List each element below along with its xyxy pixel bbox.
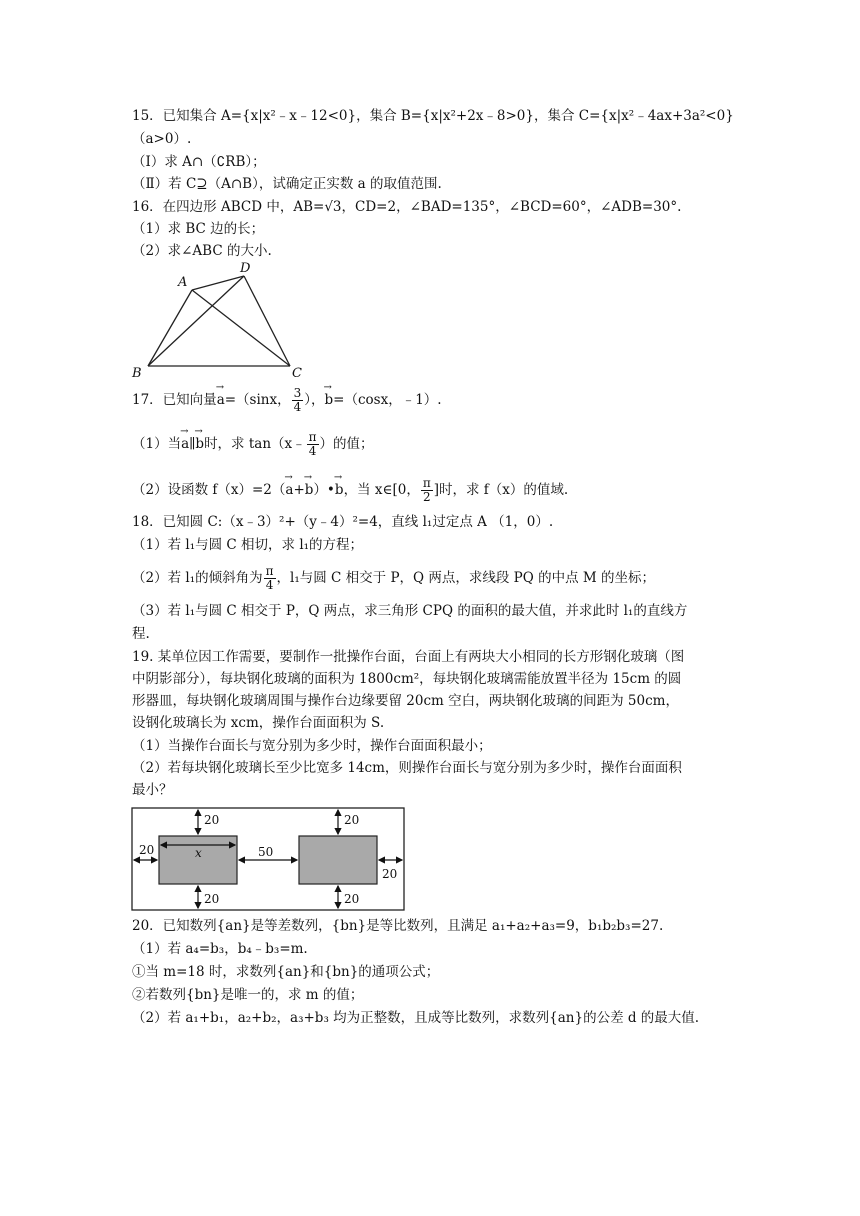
- label-right: 20: [382, 867, 398, 881]
- q17-2-text-c: ，当 x∈[0，: [343, 482, 420, 498]
- q17-1-text-a: （1）当: [132, 436, 182, 452]
- fraction-denominator: 4: [265, 578, 274, 592]
- label-top-2: 20: [344, 813, 360, 827]
- label-left: 20: [139, 843, 155, 857]
- edge-dc: [244, 276, 290, 366]
- q17-line-1: [132, 387, 442, 414]
- q17-2-text-d: ]时，求 f（x）的值域.: [433, 482, 569, 498]
- label-bottom-2: 20: [344, 892, 360, 906]
- parallel-symbol: ∥: [189, 436, 196, 452]
- fraction-pi-2: [421, 477, 433, 504]
- q17-text-b: =（sinx，: [224, 392, 291, 408]
- label-a: A: [178, 275, 188, 290]
- vector-b: → b: [325, 387, 334, 411]
- vector-b: → b: [335, 477, 344, 501]
- q18-part-2: [132, 565, 655, 592]
- q17-text-c: ），: [304, 392, 325, 408]
- fraction-numerator: π: [265, 564, 274, 578]
- q16-text-b: ，CD=2，∠BAD=135°，∠BCD=60°，∠ADB=30°.: [341, 199, 682, 215]
- q18-2-text-b: ，l₁与圆 C 相交于 P，Q 两点，求线段 PQ 的中点 M 的坐标；: [276, 570, 656, 586]
- q17-text-a: 17．已知向量: [132, 392, 217, 408]
- q20-part-1-sub-1: ①当 m=18 时，求数列{an}和{bn}的通项公式；: [132, 964, 440, 980]
- workbench-figure: [131, 807, 405, 911]
- fraction-denominator: 4: [308, 444, 317, 458]
- label-bottom-1: 20: [204, 892, 220, 906]
- glass-panel-left: [159, 836, 237, 884]
- glass-panel-right: [299, 836, 377, 884]
- label-b: B: [132, 366, 142, 378]
- edge-ab: [148, 290, 192, 366]
- vector-a: → a: [217, 387, 225, 411]
- q18-part-1: （1）若 l₁与圆 C 相切，求 l₁的方程；: [132, 537, 364, 553]
- label-x: x: [195, 846, 202, 860]
- q17-part-2: [132, 477, 568, 504]
- q20-part-1-sub-2: ②若数列{bn}是唯一的，求 m 的值；: [132, 987, 364, 1003]
- q16-line-1: [132, 196, 681, 218]
- fraction-pi-4: [307, 431, 319, 458]
- q19-part-2-cont: 最小？: [132, 782, 173, 798]
- sqrt-3: √3: [324, 199, 342, 215]
- q19-line-2: 中阴影部分），每块钢化玻璃的面积为 1800cm²，每块钢化玻璃需能放置半径为 15cm 的圆: [132, 671, 682, 687]
- q15-line-1: 15．已知集合 A={x|x²﹣x﹣12<0}，集合 B={x|x²+2x﹣8>0}，集合 C={x|x²﹣4ax+3a²<0}: [132, 108, 734, 124]
- fraction-numerator: π: [422, 476, 431, 490]
- q19-line-4: 设钢化玻璃长为 xcm，操作台面面积为 S.: [132, 715, 385, 731]
- fraction-3-4: [292, 387, 304, 414]
- vector-b: → b: [195, 431, 204, 455]
- q19-line-3: 形器皿，每块钢化玻璃周围与操作台边缘要留 20cm 空白，两块钢化玻璃的间距为 50cm，: [132, 693, 679, 709]
- q15-line-2: （a>0）.: [132, 131, 192, 147]
- q17-text-d: =（cosx，﹣1）.: [333, 392, 442, 408]
- q18-part-3-cont: 程.: [132, 626, 150, 642]
- plus-symbol: +: [293, 482, 305, 498]
- fraction-pi-4: [264, 565, 276, 592]
- fraction-denominator: 4: [293, 400, 302, 414]
- q16-part-1: （1）求 BC 边的长；: [132, 221, 265, 237]
- q20-part-1: （1）若 a₄=b₃，b₄﹣b₃=m.: [132, 941, 308, 957]
- fraction-denominator: 2: [422, 490, 431, 504]
- vector-b: → b: [305, 477, 314, 501]
- fraction-numerator: π: [308, 430, 317, 444]
- q20-part-2: （2）若 a₁+b₁，a₂+b₂，a₃+b₃ 均为正整数，且成等比数列，求数列{an}的公差 d 的最大值.: [132, 1010, 700, 1026]
- q16-part-2: （2）求∠ABC 的大小.: [132, 243, 272, 259]
- q17-part-1: [132, 431, 374, 458]
- q19-part-2: （2）若每块钢化玻璃长至少比宽多 14cm，则操作台面长与宽分别为多少时，操作台面面积: [132, 760, 682, 776]
- q19-line-1: 19. 某单位因工作需要，要制作一批操作台面，台面上有两块大小相同的长方形钢化玻璃（图: [132, 649, 685, 665]
- fraction-numerator: 3: [293, 386, 302, 400]
- q18-part-3: （3）若 l₁与圆 C 相交于 P，Q 两点，求三角形 CPQ 的面积的最大值，并求此时 l₁的直线方: [132, 603, 688, 619]
- q18-line-1: 18．已知圆 C:（x﹣3）²+（y﹣4）²=4，直线 l₁过定点 A （1，0）.: [132, 514, 554, 530]
- q15-part-1: （Ⅰ）求 A∩（∁RB）；: [132, 154, 266, 170]
- q20-line-1: 20．已知数列{an}是等差数列，{bn}是等比数列，且满足 a₁+a₂+a₃=9，b₁b₂b₃=27.: [132, 918, 664, 934]
- q17-2-text-a: （2）设函数 f（x）=2（: [132, 482, 286, 498]
- q15-part-2: （Ⅱ）若 C⊇（A∩B），试确定正实数 a 的取值范围.: [132, 176, 442, 192]
- vector-a: → a: [285, 477, 293, 501]
- label-d: D: [240, 261, 251, 276]
- label-top-1: 20: [204, 813, 220, 827]
- q16-text-a: 16．在四边形 ABCD 中，AB=: [132, 199, 325, 215]
- q17-1-text-d: ）的值；: [319, 436, 374, 452]
- vector-a: → a: [181, 431, 189, 455]
- quadrilateral-figure: [128, 258, 318, 378]
- label-c: C: [292, 366, 302, 378]
- q17-2-text-b: ）•: [313, 482, 335, 498]
- label-gap: 50: [258, 845, 274, 859]
- q17-1-text-c: 时，求 tan（x﹣: [204, 436, 306, 452]
- q18-2-text-a: （2）若 l₁的倾斜角为: [132, 570, 263, 586]
- diagonal-ac: [192, 290, 290, 366]
- q19-part-1: （1）当操作台面长与宽分别为多少时，操作台面面积最小；: [132, 738, 492, 754]
